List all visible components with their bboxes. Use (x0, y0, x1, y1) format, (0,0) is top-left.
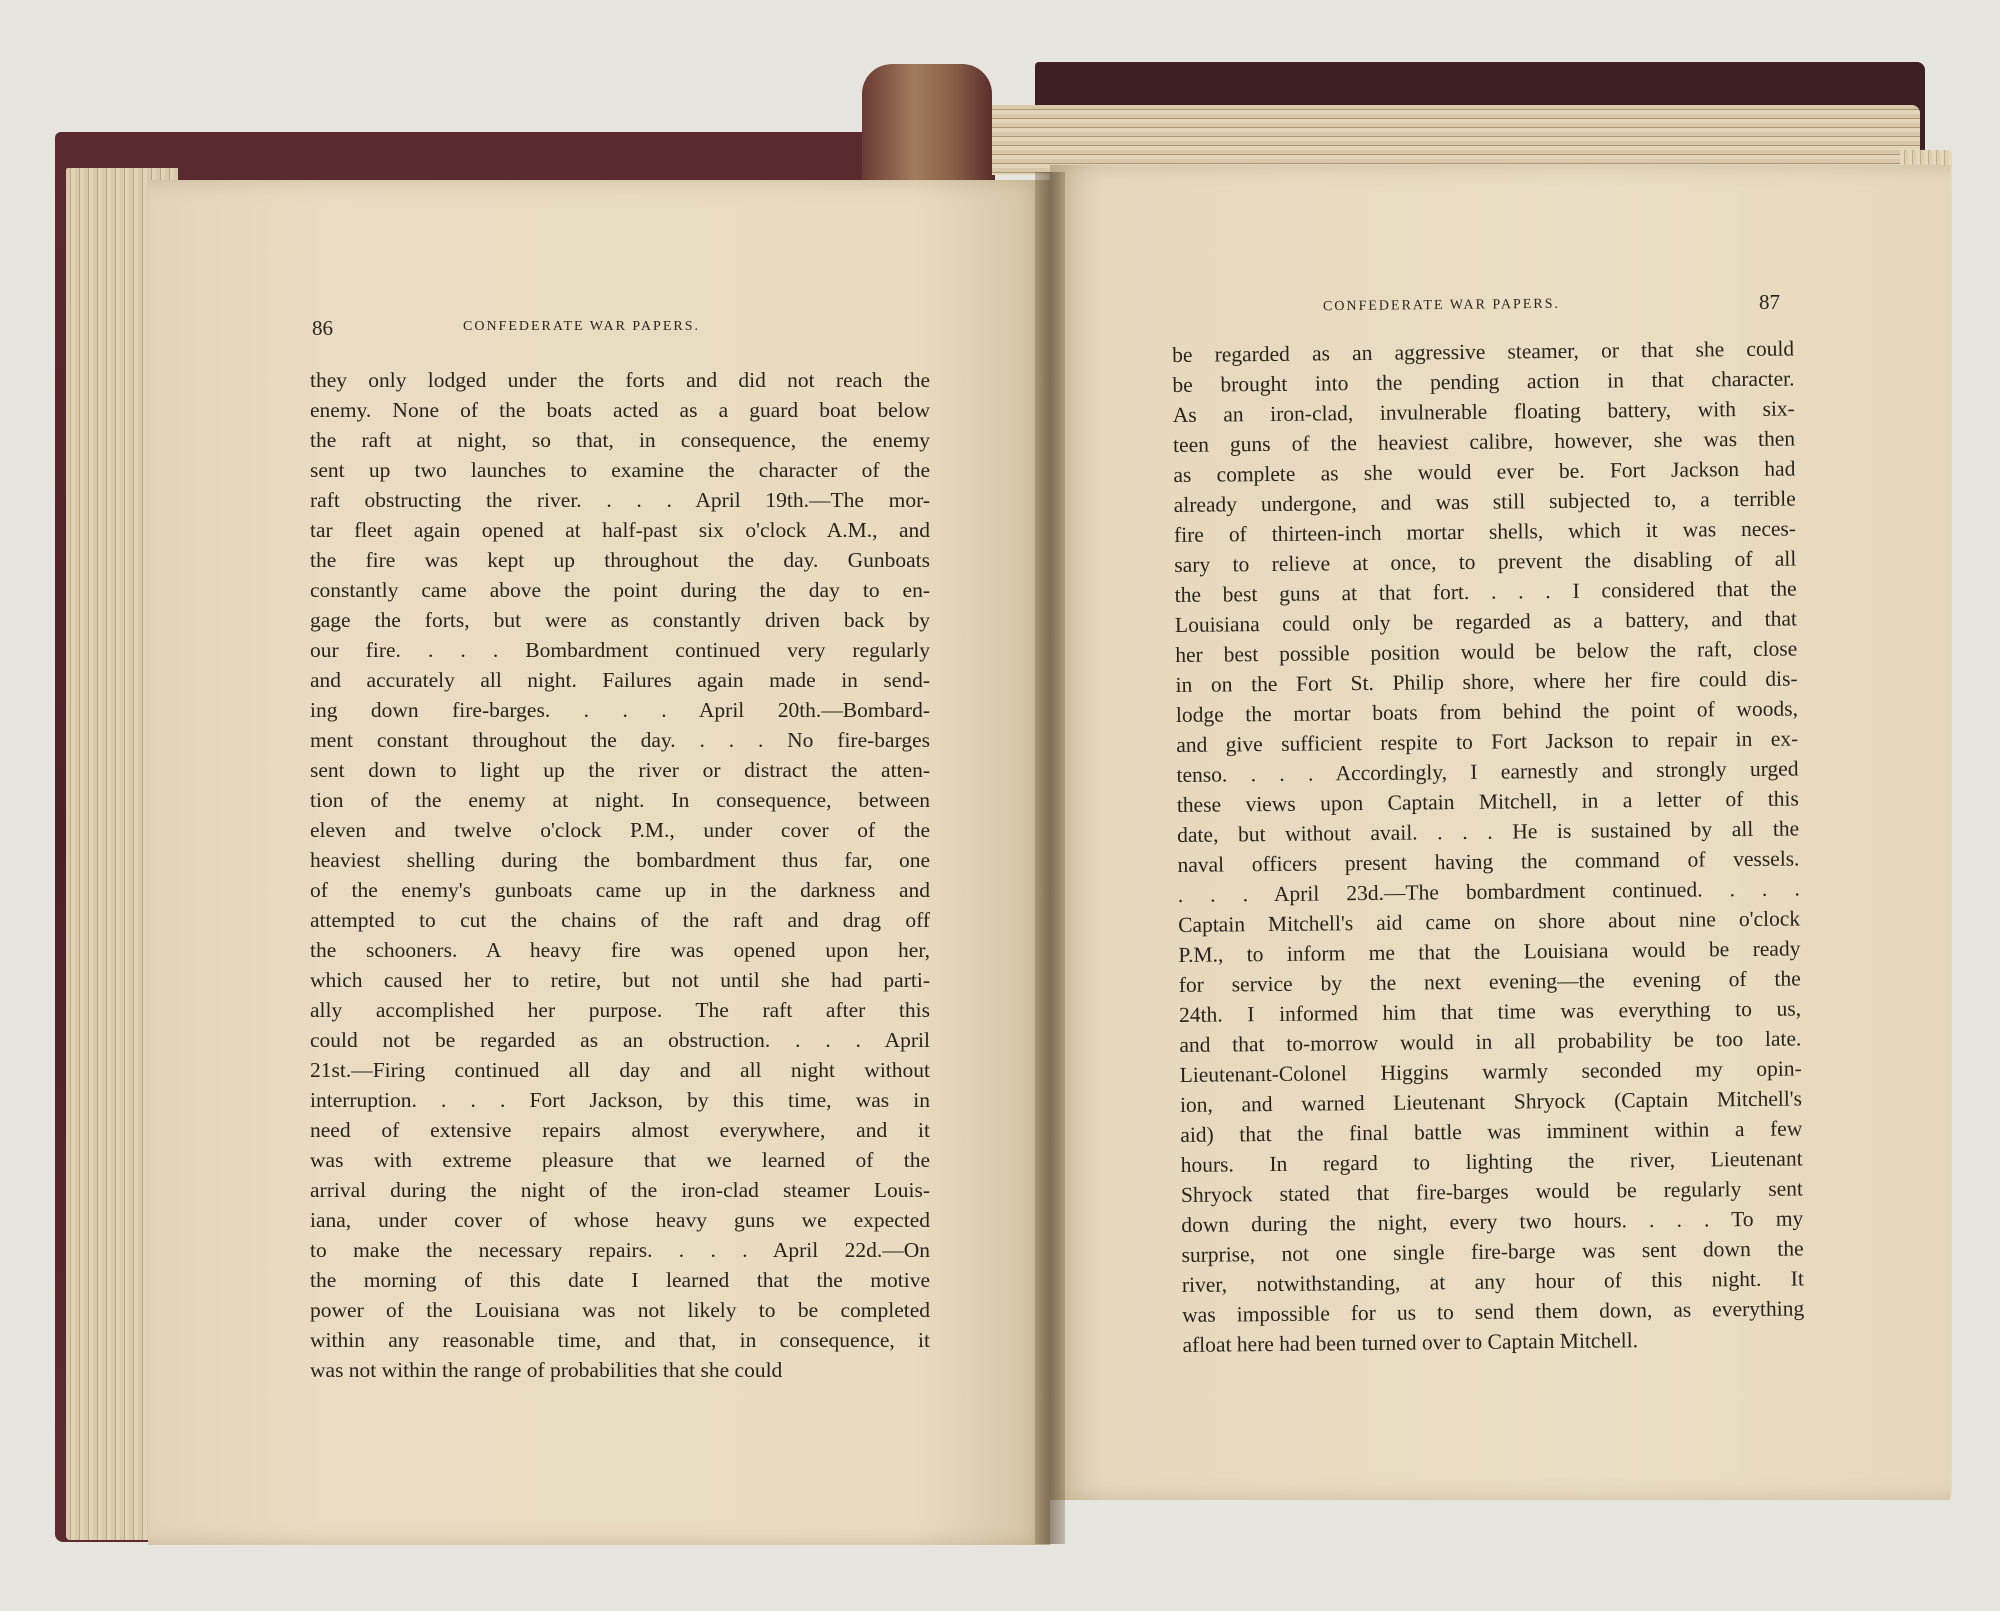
text-line: within any reasonable time, and that, in consequence, it (310, 1328, 930, 1352)
text-line: our fire. . . . Bombardment continued very regularly (310, 638, 930, 662)
right-running-head: CONFEDERATE WAR PAPERS. (1322, 296, 1561, 315)
text-line: ally accomplished her purpose. The raft after this (310, 998, 930, 1022)
text-line: surprise, not one single fire-barge was sent down the (1181, 1236, 1804, 1267)
text-line: Lieutenant-Colonel Higgins warmly seconded my opin- (1179, 1056, 1802, 1087)
text-line: iana, under cover of whose heavy guns we expected (310, 1208, 930, 1232)
text-line: need of extensive repairs almost everywhere, and it (310, 1118, 930, 1142)
text-line: down during the night, every two hours. . . . To my (1181, 1206, 1804, 1237)
text-line: 21st.—Firing continued all day and all night without (310, 1058, 930, 1082)
text-line: date, but without avail. . . . He is sustained by all the (1177, 816, 1800, 847)
text-line: was not within the range of probabilities that she could (310, 1358, 783, 1382)
right-page-text (1172, 333, 1805, 1359)
text-line: and that to-morrow would in all probability be too late. (1179, 1026, 1802, 1057)
text-line: heaviest shelling during the bombardment thus far, one (310, 848, 930, 872)
text-line: attempted to cut the chains of the raft and drag off (310, 908, 930, 932)
text-line: tion of the enemy at night. In consequence, between (310, 788, 930, 812)
text-line: the raft at night, so that, in consequence, the enemy (310, 428, 930, 452)
text-line: gage the forts, but were as constantly driven back by (310, 608, 930, 632)
text-line: was with extreme pleasure that we learned of the (310, 1148, 930, 1172)
left-page-number: 86 (312, 316, 333, 340)
text-line: aid) that the final battle was imminent within a few (1180, 1116, 1803, 1147)
text-line: hours. In regard to lighting the river, Lieutenant (1180, 1146, 1803, 1177)
text-line: ion, and warned Lieutenant Shryock (Captain Mitchell's (1179, 1086, 1803, 1117)
book-gutter (1035, 172, 1065, 1544)
text-line: raft obstructing the river. . . . April 19th.—The mor- (310, 488, 930, 512)
text-line: her best possible position would be below the raft, close (1175, 636, 1798, 667)
text-line: . . . April 23d.—The bombardment continued. . . . (1177, 876, 1800, 907)
text-line: be regarded as an aggressive steamer, or that she could (1172, 336, 1795, 367)
text-line: constantly came above the point during the day to en- (310, 578, 930, 602)
left-running-head: CONFEDERATE WAR PAPERS. (463, 319, 700, 334)
text-line: and give sufficient respite to Fort Jackson to repair in ex- (1176, 726, 1799, 757)
text-line: the morning of this date I learned that the motive (310, 1268, 930, 1292)
text-line: As an iron-clad, invulnerable floating battery, with six- (1172, 396, 1795, 427)
text-line: teen guns of the heaviest calibre, however, she was then (1172, 426, 1796, 457)
text-line: Captain Mitchell's aid came on shore about nine o'clock (1178, 906, 1801, 937)
text-line: fire of thirteen-inch mortar shells, which it was neces- (1173, 516, 1797, 547)
text-line: Shryock stated that fire-barges would be regularly sent (1180, 1176, 1804, 1207)
text-line: sent up two launches to examine the character of the (310, 458, 930, 482)
text-line: the best guns at that fort. . . . I considered that the (1174, 576, 1797, 607)
text-line: the fire was kept up throughout the day. Gunboats (310, 548, 930, 572)
text-line: was impossible for us to send them down, as everything (1182, 1296, 1805, 1327)
text-line: tenso. . . . Accordingly, I earnestly and strongly urged (1176, 756, 1799, 787)
text-line: Louisiana could only be regarded as a battery, and that (1174, 606, 1798, 637)
text-line: of the enemy's gunboats came up in the darkness and (310, 878, 930, 902)
text-line: afloat here had been turned over to Captain Mitchell. (1182, 1328, 1639, 1357)
text-line: lodge the mortar boats from behind the point of woods, (1175, 696, 1799, 727)
text-line: these views upon Captain Mitchell, in a letter of this (1176, 786, 1799, 817)
text-line: ment constant throughout the day. . . . No fire-barges (310, 728, 930, 752)
left-page-text (310, 365, 930, 1385)
text-line: which caused her to retire, but not until she had parti- (310, 968, 930, 992)
text-line: arrival during the night of the iron-clad steamer Louis- (310, 1178, 930, 1202)
text-line: interruption. . . . Fort Jackson, by this time, was in (310, 1088, 930, 1112)
text-line: 24th. I informed him that time was everything to us, (1178, 996, 1802, 1027)
book-spine (862, 64, 992, 184)
text-line: and accurately all night. Failures again made in send- (310, 668, 930, 692)
text-line: P.M., to inform me that the Louisiana would be ready (1178, 936, 1801, 967)
text-line: sent down to light up the river or distract the atten- (310, 758, 930, 782)
text-line: in on the Fort St. Philip shore, where her fire could dis- (1175, 666, 1798, 697)
text-line: be brought into the pending action in that character. (1172, 366, 1795, 397)
text-line: already undergone, and was still subjected to, a terrible (1173, 486, 1796, 517)
text-line: to make the necessary repairs. . . . April 22d.—On (310, 1238, 930, 1262)
text-line: river, notwithstanding, at any hour of this night. It (1181, 1266, 1804, 1297)
text-line: could not be regarded as an obstruction. . . . April (310, 1028, 930, 1052)
text-line: sary to relieve at once, to prevent the disabling of all (1174, 546, 1797, 577)
text-line: tar fleet again opened at half-past six o'clock A.M., and (310, 518, 930, 542)
text-line: they only lodged under the forts and did not reach the (310, 368, 930, 392)
text-line: enemy. None of the boats acted as a guard boat below (310, 398, 930, 422)
text-line: the schooners. A heavy fire was opened upon her, (310, 938, 930, 962)
text-line: naval officers present having the command of vessels. (1177, 846, 1800, 877)
right-page-number: 87 (1759, 290, 1780, 314)
text-line: ing down fire-barges. . . . April 20th.—Bombard- (310, 698, 930, 722)
text-line: power of the Louisiana was not likely to be completed (310, 1298, 930, 1322)
text-line: for service by the next evening—the evening of the (1178, 966, 1801, 997)
text-line: as complete as she would ever be. Fort Jackson had (1173, 456, 1796, 487)
text-line: eleven and twelve o'clock P.M., under cover of the (310, 818, 930, 842)
